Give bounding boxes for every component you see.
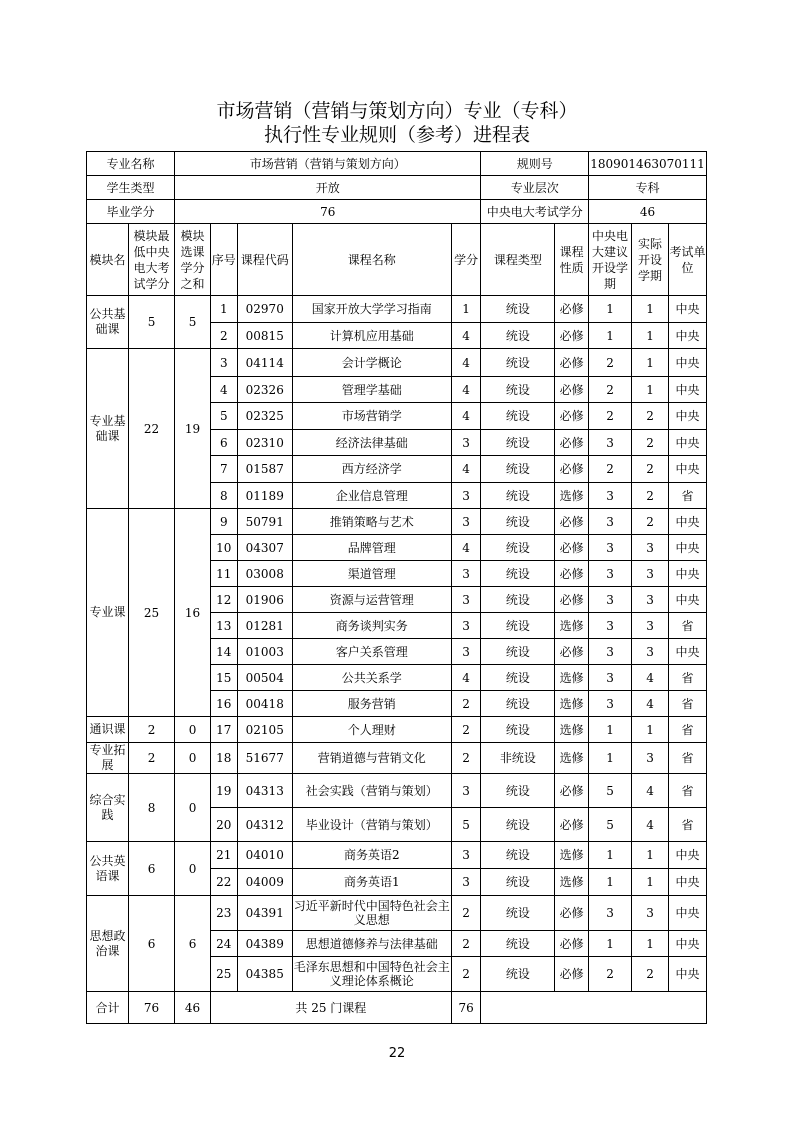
- module-min-credits: 8: [129, 774, 175, 842]
- course-type: 统设: [481, 377, 555, 403]
- suggested-term: 3: [589, 587, 632, 613]
- course-nature: 必修: [555, 509, 589, 535]
- exam-unit: 中央: [668, 587, 706, 613]
- module-elective-sum: 19: [175, 349, 211, 509]
- header-code: 课程代码: [237, 224, 292, 296]
- title-line-1: 市场营销（营销与策划方向）专业（专科）: [216, 100, 578, 122]
- actual-term: 1: [632, 296, 669, 323]
- course-name: 商务英语2: [292, 842, 451, 869]
- course-row: [87, 896, 707, 931]
- course-nature: 必修: [555, 896, 589, 931]
- exam-unit: 中央: [668, 535, 706, 561]
- course-seq: 8: [210, 483, 237, 509]
- course-nature: 必修: [555, 957, 589, 992]
- exam-unit: 中央: [668, 639, 706, 665]
- rule-label: 规则号: [481, 152, 589, 176]
- course-seq: 22: [210, 869, 237, 896]
- course-seq: 5: [210, 403, 237, 430]
- course-name: 营销道德与营销文化: [292, 743, 451, 774]
- exam-unit: 中央: [668, 561, 706, 587]
- course-seq: 25: [210, 957, 237, 992]
- level-value: 专科: [589, 176, 707, 200]
- course-credit: 2: [451, 931, 481, 957]
- course-name: 经济法律基础: [292, 430, 451, 456]
- course-nature: 必修: [555, 377, 589, 403]
- course-nature: 选修: [555, 869, 589, 896]
- course-credit: 3: [451, 869, 481, 896]
- course-type: 统设: [481, 691, 555, 717]
- course-seq: 12: [210, 587, 237, 613]
- student-type-label: 学生类型: [87, 176, 175, 200]
- header-actual-term: 实际开设学期: [632, 224, 669, 296]
- course-type: 统设: [481, 430, 555, 456]
- suggested-term: 1: [589, 717, 632, 743]
- course-code: 01003: [237, 639, 292, 665]
- course-nature: 选修: [555, 691, 589, 717]
- suggested-term: 1: [589, 869, 632, 896]
- course-code: 02326: [237, 377, 292, 403]
- course-name: 社会实践（营销与策划）: [292, 774, 451, 808]
- course-credit: 2: [451, 743, 481, 774]
- course-type: 统设: [481, 869, 555, 896]
- module-name: 综合实践: [87, 774, 129, 842]
- course-credit: 4: [451, 456, 481, 483]
- course-nature: 选修: [555, 842, 589, 869]
- course-seq: 20: [210, 808, 237, 842]
- course-code: 01281: [237, 613, 292, 639]
- course-name: 渠道管理: [292, 561, 451, 587]
- course-code: 02325: [237, 403, 292, 430]
- module-min-credits: 6: [129, 842, 175, 896]
- course-name: 管理学基础: [292, 377, 451, 403]
- course-type: 统设: [481, 509, 555, 535]
- course-credit: 4: [451, 665, 481, 691]
- course-code: 01587: [237, 456, 292, 483]
- rule-value: 180901463070111: [589, 152, 707, 176]
- title-line-2: 执行性专业规则（参考）进程表: [263, 124, 530, 146]
- module-elective-sum: 0: [175, 842, 211, 896]
- course-seq: 13: [210, 613, 237, 639]
- total-label: 合计: [87, 992, 129, 1024]
- course-code: 04009: [237, 869, 292, 896]
- course-credit: 2: [451, 691, 481, 717]
- exam-unit: 省: [668, 691, 706, 717]
- course-credit: 3: [451, 587, 481, 613]
- course-row: [87, 349, 707, 377]
- course-type: 统设: [481, 931, 555, 957]
- exam-unit: 中央: [668, 869, 706, 896]
- header-suggested-term: 中央电大建议开设学期: [589, 224, 632, 296]
- course-code: 00418: [237, 691, 292, 717]
- header-seq: 序号: [210, 224, 237, 296]
- page-number: 22: [388, 1046, 406, 1061]
- exam-unit: 中央: [668, 430, 706, 456]
- exam-unit: 中央: [668, 931, 706, 957]
- course-credit: 2: [451, 717, 481, 743]
- actual-term: 3: [632, 535, 669, 561]
- course-nature: 选修: [555, 613, 589, 639]
- course-seq: 15: [210, 665, 237, 691]
- course-seq: 24: [210, 931, 237, 957]
- actual-term: 3: [632, 587, 669, 613]
- module-name: 公共基础课: [87, 296, 129, 349]
- suggested-term: 3: [589, 483, 632, 509]
- course-type: 统设: [481, 456, 555, 483]
- course-seq: 2: [210, 323, 237, 349]
- suggested-term: 3: [589, 613, 632, 639]
- course-credit: 2: [451, 896, 481, 931]
- course-name: 服务营销: [292, 691, 451, 717]
- course-nature: 选修: [555, 483, 589, 509]
- suggested-term: 3: [589, 639, 632, 665]
- course-type: 统设: [481, 483, 555, 509]
- course-type: 统设: [481, 587, 555, 613]
- course-nature: 必修: [555, 808, 589, 842]
- course-nature: 必修: [555, 774, 589, 808]
- module-min-credits: 2: [129, 743, 175, 774]
- exam-unit: 省: [668, 808, 706, 842]
- course-name: 会计学概论: [292, 349, 451, 377]
- course-row: [87, 296, 707, 323]
- suggested-term: 3: [589, 509, 632, 535]
- course-row: [87, 774, 707, 808]
- course-row: [87, 509, 707, 535]
- grad-credits-value: 76: [175, 200, 481, 224]
- course-type: 统设: [481, 808, 555, 842]
- course-code: 03008: [237, 561, 292, 587]
- course-credit: 4: [451, 535, 481, 561]
- module-elective-sum: 0: [175, 717, 211, 743]
- course-code: 51677: [237, 743, 292, 774]
- course-code: 00815: [237, 323, 292, 349]
- suggested-term: 2: [589, 456, 632, 483]
- course-nature: 必修: [555, 456, 589, 483]
- student-type-value: 开放: [175, 176, 481, 200]
- module-min-credits: 6: [129, 896, 175, 992]
- actual-term: 4: [632, 774, 669, 808]
- course-code: 02310: [237, 430, 292, 456]
- course-credit: 3: [451, 509, 481, 535]
- course-seq: 18: [210, 743, 237, 774]
- course-credit: 4: [451, 403, 481, 430]
- suggested-term: 1: [589, 743, 632, 774]
- course-credit: 3: [451, 774, 481, 808]
- course-type: 统设: [481, 842, 555, 869]
- course-type: 统设: [481, 717, 555, 743]
- course-code: 02105: [237, 717, 292, 743]
- course-name: 思想道德修养与法律基础: [292, 931, 451, 957]
- course-credit: 4: [451, 349, 481, 377]
- course-type: 统设: [481, 561, 555, 587]
- course-seq: 14: [210, 639, 237, 665]
- actual-term: 2: [632, 403, 669, 430]
- actual-term: 3: [632, 743, 669, 774]
- course-name: 西方经济学: [292, 456, 451, 483]
- exam-unit: 中央: [668, 349, 706, 377]
- program-table: [86, 151, 707, 1024]
- course-nature: 选修: [555, 665, 589, 691]
- module-min-credits: 5: [129, 296, 175, 349]
- actual-term: 3: [632, 896, 669, 931]
- module-elective-sum: 0: [175, 743, 211, 774]
- module-name: 公共英语课: [87, 842, 129, 896]
- course-type: 统设: [481, 613, 555, 639]
- course-seq: 16: [210, 691, 237, 717]
- actual-term: 2: [632, 483, 669, 509]
- actual-term: 3: [632, 613, 669, 639]
- course-seq: 7: [210, 456, 237, 483]
- suggested-term: 3: [589, 561, 632, 587]
- course-code: 04389: [237, 931, 292, 957]
- header-name: 课程名称: [292, 224, 451, 296]
- suggested-term: 3: [589, 691, 632, 717]
- exam-unit: 中央: [668, 509, 706, 535]
- course-nature: 选修: [555, 717, 589, 743]
- course-code: 04391: [237, 896, 292, 931]
- suggested-term: 2: [589, 957, 632, 992]
- course-credit: 1: [451, 296, 481, 323]
- course-credit: 3: [451, 639, 481, 665]
- course-seq: 6: [210, 430, 237, 456]
- course-row: [87, 743, 707, 774]
- course-credit: 3: [451, 613, 481, 639]
- course-name: 企业信息管理: [292, 483, 451, 509]
- course-name: 客户关系管理: [292, 639, 451, 665]
- module-elective-sum: 6: [175, 896, 211, 992]
- actual-term: 1: [632, 869, 669, 896]
- exam-unit: 中央: [668, 842, 706, 869]
- suggested-term: 3: [589, 430, 632, 456]
- module-name: 通识课: [87, 717, 129, 743]
- course-code: 01906: [237, 587, 292, 613]
- exam-unit: 省: [668, 483, 706, 509]
- exam-unit: 中央: [668, 403, 706, 430]
- course-seq: 23: [210, 896, 237, 931]
- exam-unit: 省: [668, 665, 706, 691]
- suggested-term: 1: [589, 296, 632, 323]
- course-seq: 10: [210, 535, 237, 561]
- actual-term: 1: [632, 349, 669, 377]
- header-elective-sum: 模块选课学分之和: [175, 224, 211, 296]
- course-name: 商务英语1: [292, 869, 451, 896]
- actual-term: 2: [632, 957, 669, 992]
- course-credit: 4: [451, 323, 481, 349]
- module-name: 专业课: [87, 509, 129, 717]
- module-min-credits: 25: [129, 509, 175, 717]
- course-nature: 必修: [555, 296, 589, 323]
- actual-term: 2: [632, 430, 669, 456]
- course-nature: 选修: [555, 743, 589, 774]
- header-min-credits: 模块最低中央电大考试学分: [129, 224, 175, 296]
- suggested-term: 5: [589, 808, 632, 842]
- actual-term: 1: [632, 931, 669, 957]
- course-seq: 21: [210, 842, 237, 869]
- course-nature: 必修: [555, 349, 589, 377]
- course-type: 统设: [481, 774, 555, 808]
- actual-term: 2: [632, 456, 669, 483]
- major-value: 市场营销（营销与策划方向）: [175, 152, 481, 176]
- exam-unit: 中央: [668, 456, 706, 483]
- course-nature: 必修: [555, 587, 589, 613]
- course-type: 统设: [481, 349, 555, 377]
- actual-term: 1: [632, 323, 669, 349]
- module-min-credits: 2: [129, 717, 175, 743]
- module-name: 专业拓展: [87, 743, 129, 774]
- course-name: 商务谈判实务: [292, 613, 451, 639]
- exam-unit: 中央: [668, 896, 706, 931]
- exam-unit: 中央: [668, 957, 706, 992]
- course-nature: 必修: [555, 931, 589, 957]
- course-name: 习近平新时代中国特色社会主义思想: [292, 896, 451, 931]
- course-credit: 3: [451, 561, 481, 587]
- course-nature: 必修: [555, 430, 589, 456]
- total-blank: [481, 992, 707, 1024]
- course-nature: 必修: [555, 403, 589, 430]
- course-credit: 4: [451, 377, 481, 403]
- total-elective-sum: 46: [175, 992, 211, 1024]
- grad-credits-label: 毕业学分: [87, 200, 175, 224]
- total-course-count: 共 25 门课程: [210, 992, 451, 1024]
- course-seq: 4: [210, 377, 237, 403]
- actual-term: 3: [632, 639, 669, 665]
- course-nature: 必修: [555, 323, 589, 349]
- suggested-term: 2: [589, 377, 632, 403]
- suggested-term: 1: [589, 931, 632, 957]
- exam-unit: 省: [668, 774, 706, 808]
- suggested-term: 2: [589, 403, 632, 430]
- course-seq: 9: [210, 509, 237, 535]
- course-type: 统设: [481, 535, 555, 561]
- course-credit: 3: [451, 483, 481, 509]
- central-exam-value: 46: [589, 200, 707, 224]
- course-seq: 11: [210, 561, 237, 587]
- module-min-credits: 22: [129, 349, 175, 509]
- suggested-term: 1: [589, 323, 632, 349]
- suggested-term: 3: [589, 665, 632, 691]
- course-name: 毛泽东思想和中国特色社会主义理论体系概论: [292, 957, 451, 992]
- course-code: 02970: [237, 296, 292, 323]
- suggested-term: 1: [589, 842, 632, 869]
- course-code: 04385: [237, 957, 292, 992]
- course-name: 毕业设计（营销与策划）: [292, 808, 451, 842]
- suggested-term: 3: [589, 535, 632, 561]
- header-nature: 课程性质: [555, 224, 589, 296]
- course-code: 50791: [237, 509, 292, 535]
- course-credit: 2: [451, 957, 481, 992]
- course-seq: 1: [210, 296, 237, 323]
- course-type: 非统设: [481, 743, 555, 774]
- header-module: 模块名: [87, 224, 129, 296]
- suggested-term: 5: [589, 774, 632, 808]
- header-type: 课程类型: [481, 224, 555, 296]
- course-nature: 必修: [555, 535, 589, 561]
- exam-unit: 中央: [668, 377, 706, 403]
- course-name: 个人理财: [292, 717, 451, 743]
- course-code: 00504: [237, 665, 292, 691]
- level-label: 专业层次: [481, 176, 589, 200]
- course-type: 统设: [481, 639, 555, 665]
- actual-term: 1: [632, 842, 669, 869]
- actual-term: 3: [632, 561, 669, 587]
- course-name: 推销策略与艺术: [292, 509, 451, 535]
- course-nature: 必修: [555, 639, 589, 665]
- total-credit: 76: [451, 992, 481, 1024]
- course-type: 统设: [481, 323, 555, 349]
- suggested-term: 2: [589, 349, 632, 377]
- course-code: 04114: [237, 349, 292, 377]
- course-code: 04313: [237, 774, 292, 808]
- course-seq: 3: [210, 349, 237, 377]
- actual-term: 4: [632, 808, 669, 842]
- module-elective-sum: 0: [175, 774, 211, 842]
- suggested-term: 3: [589, 896, 632, 931]
- course-credit: 3: [451, 430, 481, 456]
- course-type: 统设: [481, 665, 555, 691]
- course-type: 统设: [481, 896, 555, 931]
- course-name: 品牌管理: [292, 535, 451, 561]
- course-type: 统设: [481, 296, 555, 323]
- course-row: [87, 717, 707, 743]
- header-exam-unit: 考试单位: [668, 224, 706, 296]
- exam-unit: 省: [668, 717, 706, 743]
- module-name: 专业基础课: [87, 349, 129, 509]
- module-elective-sum: 16: [175, 509, 211, 717]
- course-code: 01189: [237, 483, 292, 509]
- exam-unit: 省: [668, 743, 706, 774]
- total-min-credits: 76: [129, 992, 175, 1024]
- central-exam-label: 中央电大考试学分: [481, 200, 589, 224]
- course-name: 市场营销学: [292, 403, 451, 430]
- course-name: 计算机应用基础: [292, 323, 451, 349]
- course-code: 04010: [237, 842, 292, 869]
- course-name: 资源与运营管理: [292, 587, 451, 613]
- course-type: 统设: [481, 957, 555, 992]
- course-code: 04307: [237, 535, 292, 561]
- course-code: 04312: [237, 808, 292, 842]
- course-seq: 17: [210, 717, 237, 743]
- course-credit: 3: [451, 842, 481, 869]
- module-elective-sum: 5: [175, 296, 211, 349]
- module-name: 思想政治课: [87, 896, 129, 992]
- header-credit: 学分: [451, 224, 481, 296]
- actual-term: 1: [632, 717, 669, 743]
- exam-unit: 中央: [668, 296, 706, 323]
- course-credit: 5: [451, 808, 481, 842]
- course-type: 统设: [481, 403, 555, 430]
- course-seq: 19: [210, 774, 237, 808]
- actual-term: 2: [632, 509, 669, 535]
- actual-term: 4: [632, 691, 669, 717]
- course-nature: 必修: [555, 561, 589, 587]
- exam-unit: 省: [668, 613, 706, 639]
- course-name: 国家开放大学学习指南: [292, 296, 451, 323]
- exam-unit: 中央: [668, 323, 706, 349]
- actual-term: 1: [632, 377, 669, 403]
- major-label: 专业名称: [87, 152, 175, 176]
- actual-term: 4: [632, 665, 669, 691]
- course-row: [87, 842, 707, 869]
- course-name: 公共关系学: [292, 665, 451, 691]
